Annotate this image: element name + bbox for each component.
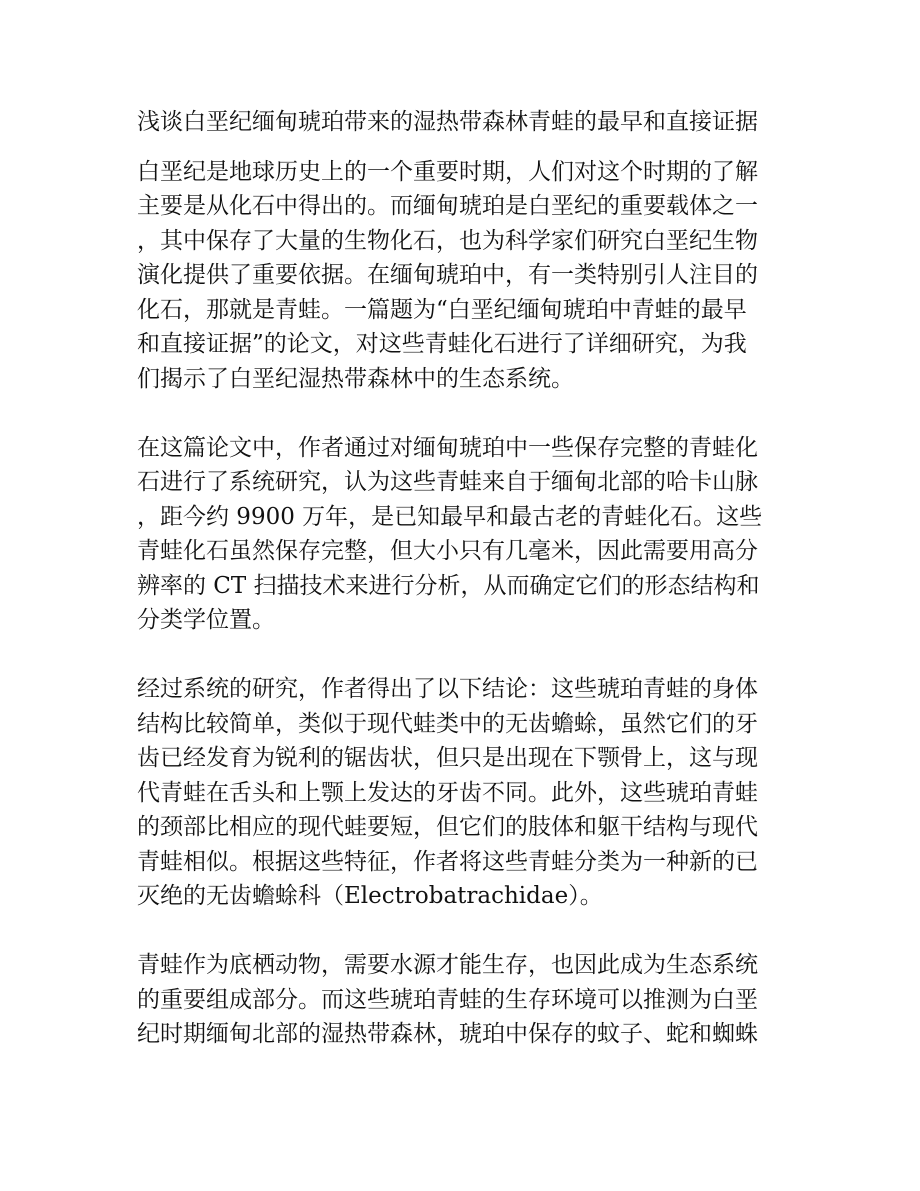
text-line: 和直接证据”的论文，对这些青蛙化石进行了详细研究，为我 [137, 331, 747, 357]
text-line: 们揭示了白垩纪湿热带森林中的生态系统。 [137, 365, 574, 392]
text-line: 在这篇论文中，作者通过对缅甸琥珀中一些保存完整的青蛙化 [137, 434, 758, 461]
text-line: 代青蛙在舌头和上颚上发达的牙齿不同。此外，这些琥珀青蛙 [137, 779, 758, 806]
text-line: 经过系统的研究，作者得出了以下结论：这些琥珀青蛙的身体 [137, 676, 758, 702]
text-line: 化石，那就是青蛙。一篇题为“白垩纪缅甸琥珀中青蛙的最早 [137, 296, 747, 323]
document-page [137, 105, 787, 1086]
paragraph-2 [137, 431, 787, 638]
text-line: 辨率的 CT 扫描技术来进行分析，从而确定它们的形态结构和 [137, 572, 760, 599]
text-line: 主要是从化石中得出的。而缅甸琥珀是白垩纪的重要载体之一 [137, 193, 758, 219]
text-line: 青蛙相似。根据这些特征，作者将这些青蛙分类为一种新的已 [137, 848, 758, 875]
text-line: 结构比较简单，类似于现代蛙类中的无齿蟾蜍，虽然它们的牙 [137, 710, 758, 737]
text-line: 石进行了系统研究，认为这些青蛙来自于缅甸北部的哈卡山脉 [137, 469, 758, 495]
text-line: 的颈部比相应的现代蛙要短，但它们的肢体和躯干结构与现代 [137, 814, 758, 840]
text-line: 灭绝的无齿蟾蜍科（Electrobatrachidae）。 [137, 883, 603, 909]
text-line: 青蛙化石虽然保存完整，但大小只有几毫米，因此需要用高分 [137, 538, 758, 564]
text-line: 纪时期缅甸北部的湿热带森林，琥珀中保存的蚊子、蛇和蜘蛛 [137, 1021, 758, 1047]
text-line: 分类学位置。 [137, 607, 275, 633]
document-title: 浅谈白垩纪缅甸琥珀带来的湿热带森林青蛙的最早和直接证据 [137, 109, 758, 135]
text-line: 白垩纪是地球历史上的一个重要时期，人们对这个时期的了解 [137, 158, 758, 185]
text-line: 青蛙作为底栖动物，需要水源才能生存，也因此成为生态系统 [137, 952, 758, 978]
text-line: ，距今约 9900 万年，是已知最早和最古老的青蛙化石。这些 [137, 503, 763, 530]
text-line: 演化提供了重要依据。在缅甸琥珀中，有一类特别引人注目的 [137, 262, 758, 288]
text-line: 的重要组成部分。而这些琥珀青蛙的生存环境可以推测为白垩 [137, 986, 758, 1013]
paragraph-3 [137, 672, 787, 914]
paragraph-1 [137, 155, 787, 397]
paragraph-4 [137, 948, 787, 1052]
text-line: 齿已经发育为锐利的锯齿状，但只是出现在下颚骨上，这与现 [137, 745, 758, 771]
text-line: ，其中保存了大量的生物化石，也为科学家们研究白垩纪生物 [137, 227, 758, 254]
